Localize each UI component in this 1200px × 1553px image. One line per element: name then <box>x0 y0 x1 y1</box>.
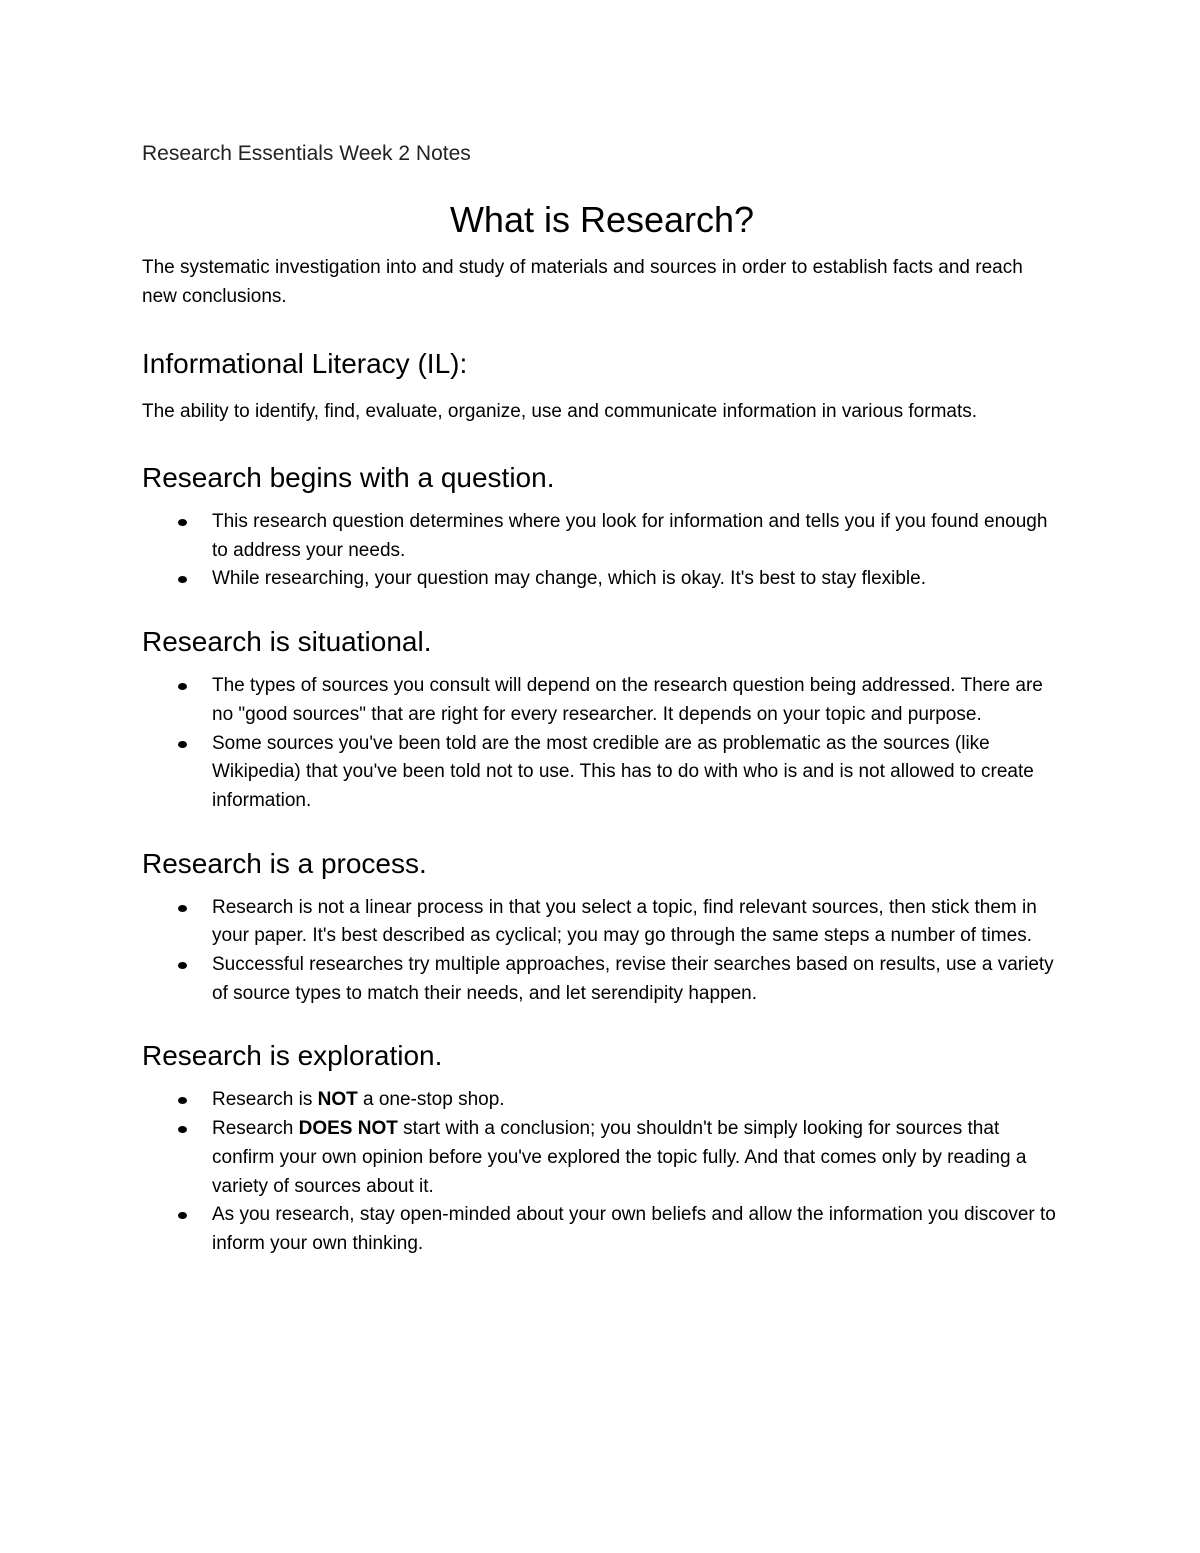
section-heading-begins: Research begins with a question. <box>142 462 555 493</box>
text-run: Research is <box>212 1089 318 1111</box>
section-heading-exploration: Research is exploration. <box>142 1040 443 1072</box>
bullet-icon <box>178 741 187 748</box>
text-run: a one-stop shop. <box>357 1089 505 1111</box>
list-item <box>142 1115 1062 1201</box>
bullet-icon <box>178 519 187 526</box>
list-item <box>142 730 1062 816</box>
informational-literacy-heading: Informational Literacy (IL): <box>142 348 468 379</box>
page-title: What is Research? <box>449 199 755 240</box>
bullet-icon <box>178 1097 187 1104</box>
list-item <box>142 565 1062 594</box>
bullet-icon <box>178 1126 187 1133</box>
emphasis-does-not: DOES NOT <box>298 1118 398 1140</box>
text-run: Research <box>212 1118 299 1140</box>
list-item-text <box>212 1118 1026 1196</box>
section-heading-situational: Research is situational. <box>142 626 432 658</box>
list-item-text: Successful researches try multiple approaches, revise their searches based on results, use a variety of source types to match their needs, and let serendipity happen. <box>212 954 1054 1004</box>
bullet-icon <box>178 1212 187 1219</box>
bullet-icon <box>178 962 187 969</box>
list-item-text: Some sources you've been told are the most credible are as problematic as the sources (like Wikipedia) that you've been told not to use. This has to do with who is and is not allowed to create information. <box>212 732 1034 811</box>
informational-literacy-definition: The ability to identify, find, evaluate, organize, use and communicate information in various formats. <box>142 401 978 422</box>
list-item-text: This research question determines where you look for information and tells you if you found enough to address your needs. <box>212 511 1048 561</box>
list-item <box>142 894 1062 951</box>
bullet-list-situational <box>142 672 1062 816</box>
emphasis-not: NOT <box>317 1089 358 1111</box>
bullet-list-begins <box>142 508 1062 594</box>
document-label: Research Essentials Week 2 Notes <box>142 142 471 165</box>
list-item-text: As you research, stay open-minded about your own beliefs and allow the information you discover to inform your own thinking. <box>212 1204 1056 1254</box>
list-item <box>142 951 1062 1008</box>
text-run: start with a conclusion; you shouldn't be simply looking for sources that confirm your own opinion before you've explored the topic fully. And that comes only by reading a variety of sources about it. <box>212 1118 1027 1197</box>
bullet-list-process <box>142 894 1062 1009</box>
list-item <box>142 1086 1062 1115</box>
list-item <box>142 508 1062 565</box>
list-item-text: Research is not a linear process in that you select a topic, find relevant sources, then stick them in your paper. It's best described as cyclical; you may go through the same steps a number of times. <box>212 896 1037 947</box>
list-item <box>142 672 1062 729</box>
list-item <box>142 1201 1062 1258</box>
research-definition: The systematic investigation into and study of materials and sources in order to establish facts and reach new conclusions. <box>142 257 1023 307</box>
list-item-text: While researching, your question may change, which is okay. It's best to stay flexible. <box>212 568 927 590</box>
document-body <box>142 140 1062 1259</box>
list-item-text: The types of sources you consult will depend on the research question being addressed. There are no "good sources" that are right for every researcher. It depends on your topic and purpose. <box>212 675 1043 725</box>
bullet-icon <box>178 683 187 690</box>
bullet-list-exploration <box>142 1086 1062 1258</box>
bullet-icon <box>178 576 187 583</box>
bullet-icon <box>178 905 187 912</box>
section-heading-process: Research is a process. <box>142 847 427 879</box>
list-item-text <box>212 1089 505 1110</box>
